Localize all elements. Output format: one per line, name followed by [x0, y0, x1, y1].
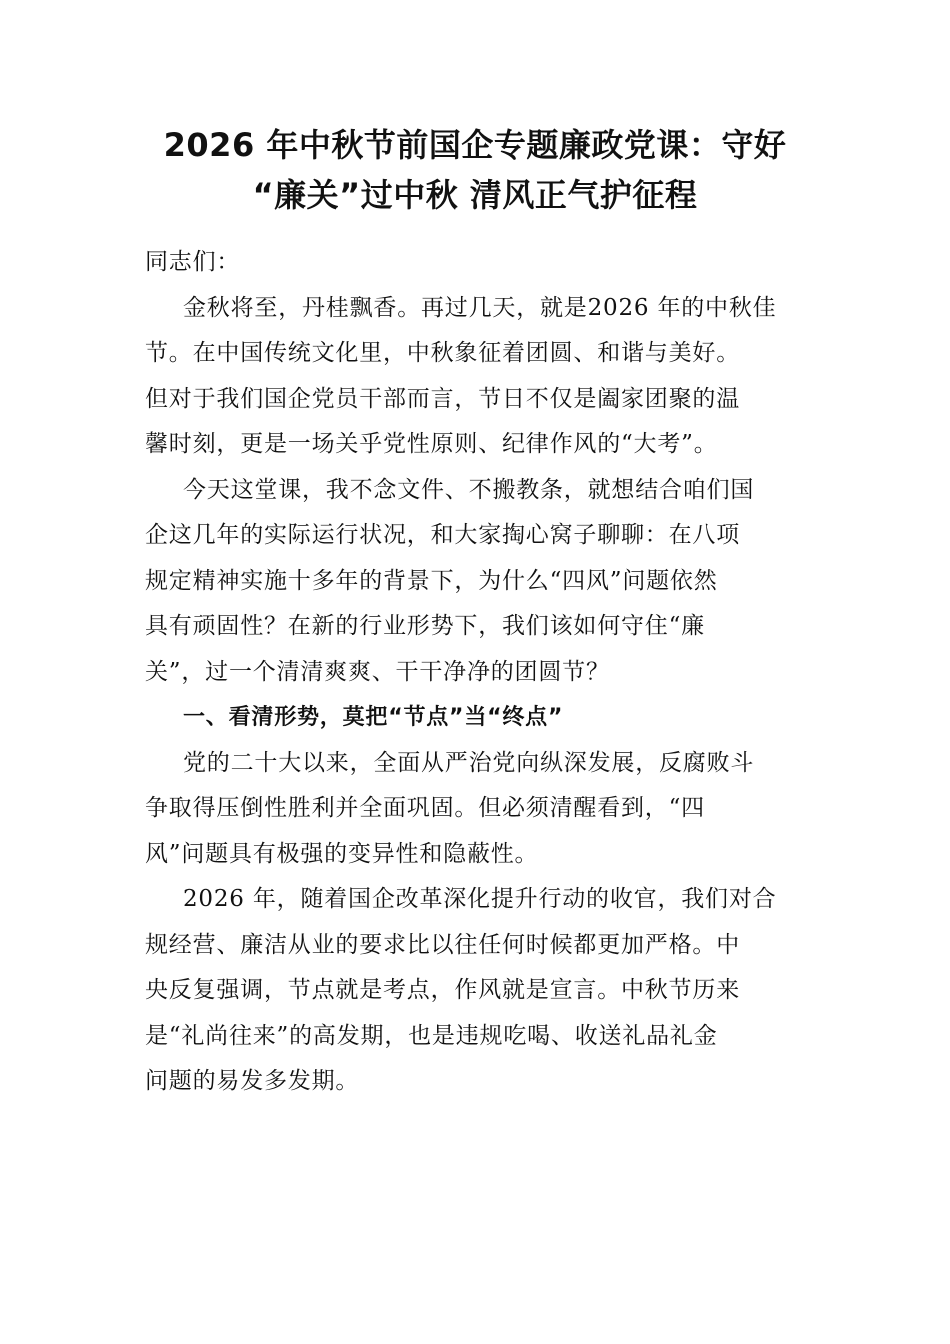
paragraph-line: 规定精神实施十多年的背景下，为什么“四风”问题依然 — [145, 567, 718, 594]
title-line-2: “廉关”过中秋 清风正气护征程 — [252, 176, 698, 214]
paragraph-line: 规经营、廉洁从业的要求比以往任何时候都更加严格。中 — [145, 931, 740, 958]
document-body — [145, 240, 810, 1105]
paragraph-line: 党的二十大以来，全面从严治党向纵深发展，反腐败斗 — [183, 749, 755, 776]
paragraph-line: 今天这堂课，我不念文件、不搬教条，就想结合咱们国 — [183, 476, 755, 503]
salutation: 同志们： — [145, 249, 241, 275]
section-heading-1: 一、看清形势，莫把“节点”当“终点” — [183, 705, 564, 730]
paragraph-line: 关”，过一个清清爽爽、干干净净的团圆节？ — [145, 658, 610, 685]
paragraph-line: 金秋将至，丹桂飘香。再过几天，就是2026 年的中秋佳 — [183, 294, 777, 321]
paragraph-line: 问题的易发多发期。 — [145, 1068, 360, 1094]
paragraph-line: 是“礼尚往来”的高发期，也是违规吃喝、收送礼品礼金 — [145, 1022, 718, 1049]
paragraph-situation — [145, 741, 810, 878]
paragraph-line: 馨时刻，更是一场关乎党性原则、纪律作风的“大考”。 — [145, 431, 718, 457]
paragraph-line: 争取得压倒性胜利并全面巩固。但必须清醒看到，“四 — [145, 795, 705, 821]
paragraph-2026 — [145, 877, 810, 1105]
paragraph-purpose — [145, 468, 810, 696]
title-line-1: 2026 年中秋节前国企专题廉政党课：守好 — [163, 126, 787, 164]
paragraph-line: 节。在中国传统文化里，中秋象征着团圆、和谐与美好。 — [145, 340, 740, 366]
paragraph-intro — [145, 286, 810, 468]
paragraph-line: 企这几年的实际运行状况，和大家掏心窝子聊聊：在八项 — [145, 522, 740, 548]
paragraph-line: 具有顽固性？在新的行业形势下，我们该如何守住“廉 — [145, 613, 705, 639]
document-title — [100, 120, 850, 220]
paragraph-line: 央反复强调，节点就是考点，作风就是宣言。中秋节历来 — [145, 977, 740, 1003]
paragraph-line: 2026 年，随着国企改革深化提升行动的收官，我们对合 — [183, 886, 777, 912]
paragraph-line: 但对于我们国企党员干部而言，节日不仅是阖家团聚的温 — [145, 385, 740, 412]
paragraph-line: 风”问题具有极强的变异性和隐蔽性。 — [145, 840, 539, 867]
